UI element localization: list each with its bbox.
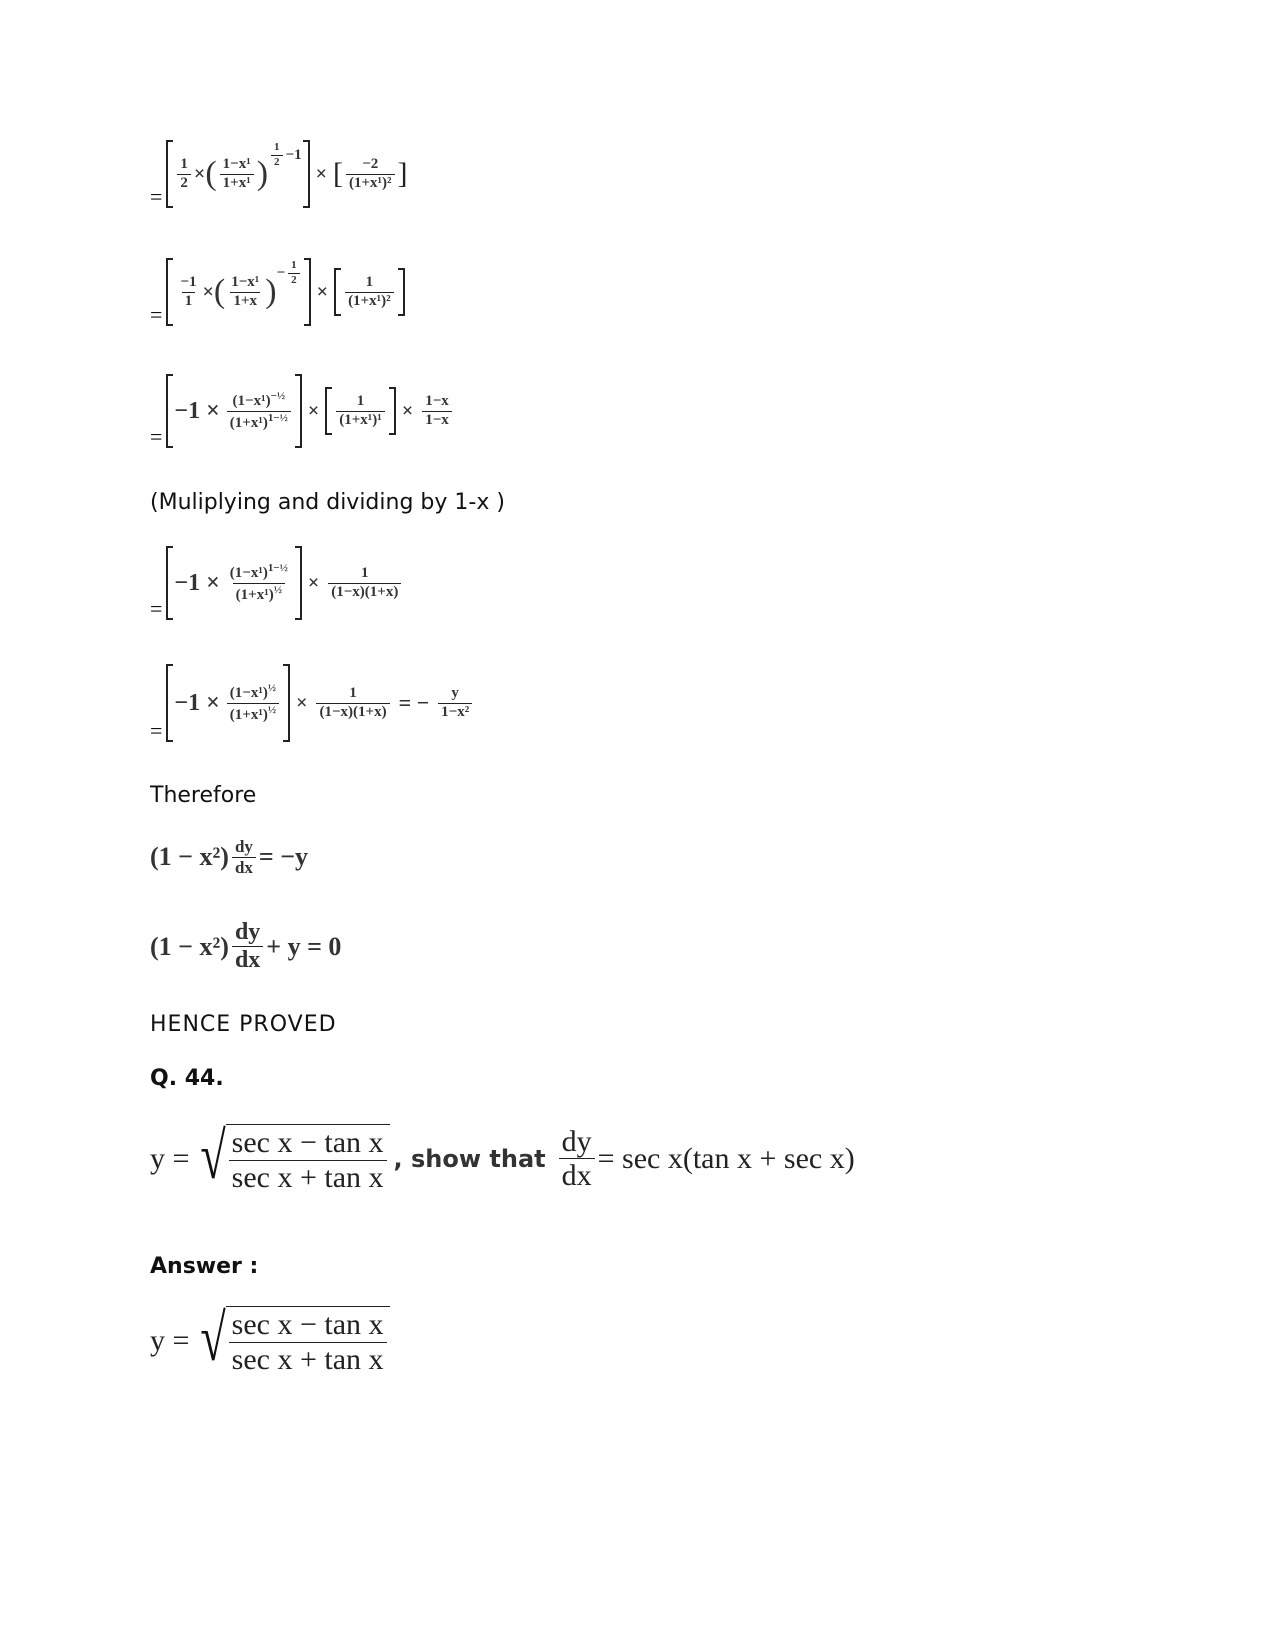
equals-sign: = xyxy=(150,184,163,209)
hence-proved-text: HENCE PROVED xyxy=(150,1012,337,1037)
step-5-equation: = −1 × $\frac{(1-x^1)^{\frac{1}{2}}}{(1+x^1)^{\frac{1}{2}}}$ × $\frac{1}{(1-x)(1+x)}$ = − $\frac{y}{\text{1−x²}}$ xyxy=(150,664,475,742)
answer-label: Answer : xyxy=(150,1254,259,1279)
square-root: √ $\frac{\text{sec x − tan x}}{\text{sec x + tan x}}$ xyxy=(195,1306,389,1375)
equals-sign: = xyxy=(150,424,163,449)
equals-sign: = xyxy=(150,596,163,621)
step-3-equation: = −1 × $\frac{(1-x^1)^{-\frac{1}{2}}}{(1+x^1)^{1-\frac{1}{2}}}$ × $\frac{1}{\text{(1+x¹)¹}}$ × $\frac{1-x}{1-x}$ xyxy=(150,374,455,448)
equals-sign: = xyxy=(150,302,163,327)
therefore-text: Therefore xyxy=(150,783,257,808)
answer-equation: y = √ $\frac{\text{sec x − tan x}}{\text{sec x + tan x}}$ xyxy=(150,1306,390,1375)
equals-sign: = xyxy=(150,718,163,743)
question-equation: y = √ $\frac{\text{sec x − tan x}}{\text{sec x + tan x}}$ , show that $\frac{dy}{dx}$ = sec x(tan x + sec x) xyxy=(150,1120,855,1194)
result-equation-1: (1 − x²) $\frac{dy}{dx}$ = −y xyxy=(150,837,309,877)
step-1-equation: = $\frac{1}{2}$ × ( $\frac{\text{1−x¹}}{\text{1+x¹}}$ ) $\frac{1}{2}$ −1 × [ $\frac{-2}{\text{(1+x¹)²}}$ ] xyxy=(150,141,408,209)
result-equation-2: (1 − x²) $\frac{dy}{dx}$ + y = 0 xyxy=(150,919,342,974)
question-number: Q. 44. xyxy=(150,1066,224,1091)
multiplying-note: (Muliplying and dividing by 1-x ) xyxy=(150,490,505,515)
step-2-equation: = $\frac{-1}{1}$ × ( $\frac{\text{1−x¹}}{1+x}$ ) − $\frac{1}{2}$ × $\frac{1}{\text{(1+x¹)²}}$ xyxy=(150,258,405,326)
step-4-equation: = −1 × $\frac{(1-x^1)^{1-\frac{1}{2}}}{(1+x^1)^{\frac{1}{2}}}$ × $\frac{1}{(1-x)(1+x)}$ xyxy=(150,546,404,620)
square-root: √ $\frac{\text{sec x − tan x}}{\text{sec x + tan x}}$ xyxy=(195,1124,389,1193)
